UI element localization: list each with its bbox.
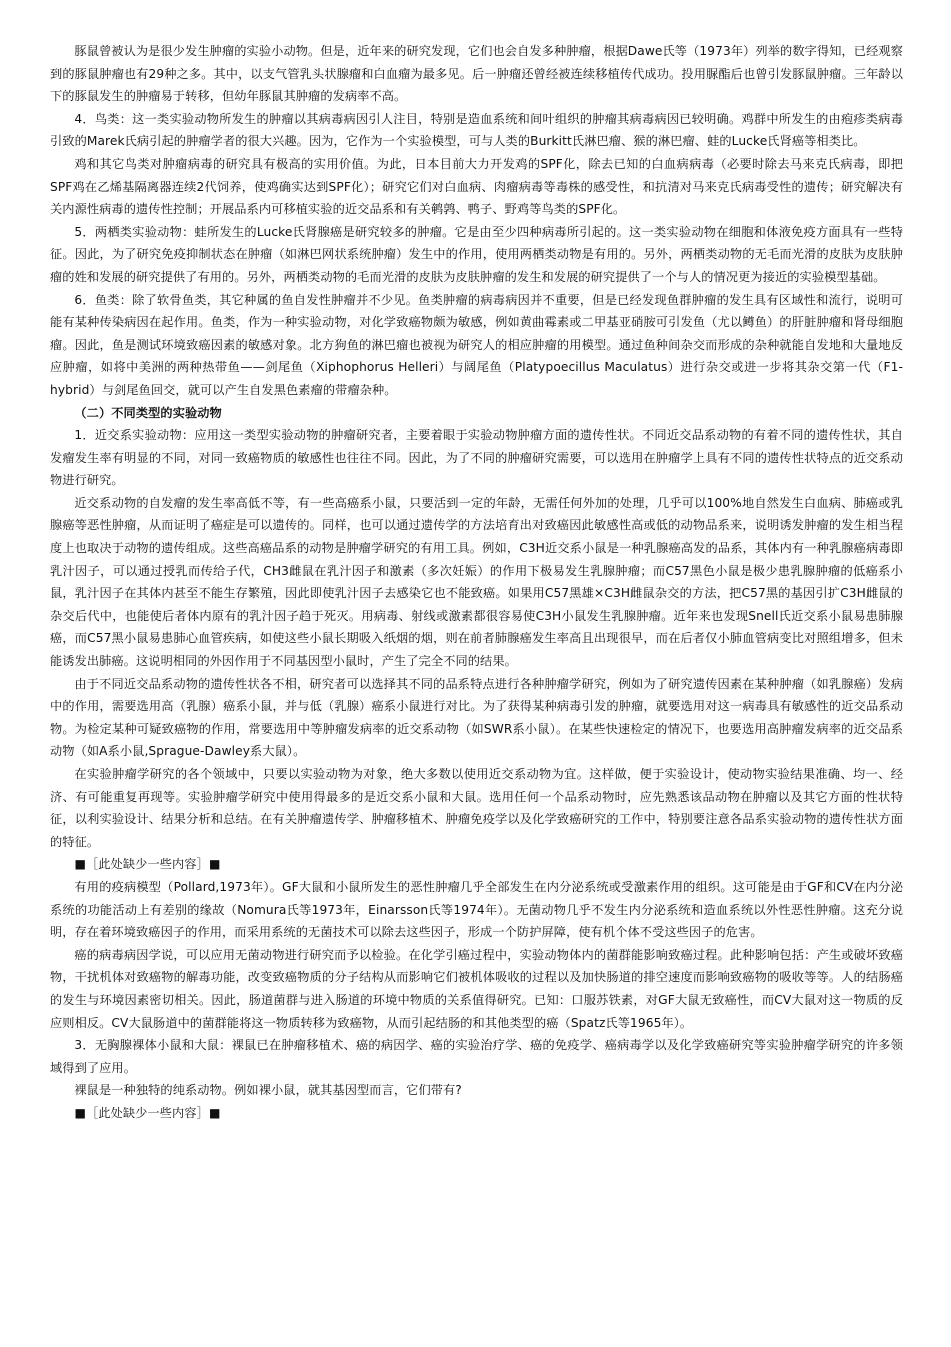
paragraph-viral-etiology: 癌的病毒病因学说，可以应用无菌动物进行研究而予以检验。在化学引癌过程中，实验动物体内的菌群能影响致癌过程。此种影响包括：产生或破坏致癌物，干扰机体对致癌物的解毒功能，改变致癌物质的分子结构从而影响它们被机体吸收的过程以及加快肠道的排空速度而影响致癌物的吸收等等。人的结肠癌的发生与环境因素密切相关。因此，肠道菌群与进入肠道的环境中物质的关系值得研究。已知：口服苏铁素，对GF大鼠无致癌性，而CV大鼠对这一物质的反应则相反。CV大鼠肠道中的菌群能将这一物质转移为致癌物，从而引起结肠的和其他类型的癌（Spatz氏等1965年）。 [50, 947, 903, 1030]
paragraph-nude-mice-genotype: 裸鼠是一种独特的纯系动物。例如裸小鼠，就其基因型而言，它们带有? [74, 1083, 462, 1098]
paragraph-birds-spf: 鸡和其它鸟类对肿瘤病毒的研究具有极高的实用价值。为此，日本目前大力开发鸡的SPF化，除去已知的白血病病毒（必要时除去马来克氏病毒，即把SPF鸡在乙烯基隔离器连续2代饲养，使鸡确实达到SPF化）；研究它们对白血病、肉瘤病毒等毒株的感受性，和抗清对马来克氏病毒受性的遗传；研究解决有关内源性病毒的遗传性控制；开展品系内可移植实验的近交品系和有关鹌鹑、鸭子、野鸡等鸟类的SPF化。 [50, 156, 903, 217]
paragraph-inbred-selection: 由于不同近交品系动物的遗传性状各不相，研究者可以选择其不同的品系特点进行各种肿瘤学研究，例如为了研究遗传因素在某种肿瘤（如乳腺癌）发病中的作用，需要选用高（乳腺）癌系小鼠，并与低（乳腺）癌系小鼠进行对比。为了获得某种病毒引发的肿瘤，就要选用对这一病毒具有敏感性的近交品系动物。为检定某种可疑致癌物的作用，常要选用中等肿瘤发病率的近交系动物（如SWR系小鼠）。在某些快速检定的情况下，也要选用高肿瘤发病率的近交品系动物（如A系小鼠,Sprague-Dawley系大鼠）。 [50, 676, 903, 759]
missing-content-marker: ■［此处缺少一些内容］■ [74, 857, 221, 872]
missing-content-marker-end: ■［此处缺少一些内容］■ [74, 1105, 221, 1120]
paragraph-inbred-usage: 在实验肿瘤学研究的各个领域中，只要以实验动物为对象，绝大多数以使用近交系动物为宜。这样做，便于实验设计，使动物实验结果准确、均一、经济、有可能重复再现等。实验肿瘤学研究中使用得最多的是近交系小鼠和大鼠。选用任何一个品系动物时，应先熟悉该品动物在肿瘤以及其它方面的性状特征，以利实验设计、结果分析和总结。在有关肿瘤遗传学、肿瘤移植术、肿瘤免疫学以及化学致癌研究的工作中，特别要注意各品系实验动物的遗传性状方面的特征。 [50, 767, 903, 849]
paragraph-birds: 4．鸟类：这一类实验动物所发生的肿瘤以其病毒病因引人注目，特别是造血系统和间叶组织的肿瘤其病毒病因已较明确。鸡群中所发生的由疱疹类病毒引致的Marek氏病引起的肿瘤学者的很大兴趣。因为，它作为一个实验模型，可与人类的Burkitt氏淋巴瘤、猴的淋巴瘤、蛙的Lucke氏肾癌等相类比。 [50, 111, 903, 149]
paragraph-amphibians: 5．两栖类实验动物：蛙所发生的Lucke氏肾腺癌是研究较多的肿瘤。它是由至少四种病毒所引起的。这一类实验动物在细胞和体液免疫方面具有一些特征。因此，为了研究免疫抑制状态在肿瘤（如淋巴网状系统肿瘤）发生中的作用，使用两栖类动物是有用的。另外，两栖类动物的无毛而光滑的皮肤为皮肤肿瘤的姓和发展的研究提供了有用的。另外，两栖类动物的毛而光滑的皮肤为皮肤肿瘤的发生和发展的研究提供了一个与人的情况更为接近的实验模型基础。 [50, 224, 903, 284]
paragraph-fish: 6．鱼类：除了软骨鱼类，其它种属的鱼自发性肿瘤并不少见。鱼类肿瘤的病毒病因并不重要，但是已经发现鱼群肿瘤的发生具有区域性和流行，说明可能有某种传染病因在起作用。鱼类，作为一种实验动物，对化学致癌物颇为敏感，例如黄曲霉素或二甲基亚硝胺可引发鱼（尤以鳟鱼）的肝脏肿瘤和肾母细胞瘤。因此，鱼是测试环境致癌因素的敏感对象。北方狗鱼的淋巴瘤也被视为研究人的相应肿瘤的用模型。通过鱼种间杂交而形成的杂种就能自发地和大量地反应肿瘤，如将中美洲的两种热带鱼——剑尾鱼（Xiphophorus Helleri）与阔尾鱼（Platypoecillus Maculatus）进行杂交或进一步将其杂交第一代（F1-hybrid）与剑尾鱼回交，就可以产生自发黑色素瘤的带瘤杂种。 [50, 292, 903, 397]
paragraph-inbred-intro: 1．近交系实验动物：应用这一类型实验动物的肿瘤研究者，主要着眼于实验动物肿瘤方面的遗传性状。不同近交品系动物的有着不同的遗传性状，其自发瘤发生率有明显的不同，对同一致癌物质的敏感性也往往不同。因此，为了不同的肿瘤研究需要，可以选用在肿瘤学上具有不同的遗传性状特点的近交系动物进行研究。 [50, 428, 903, 488]
paragraph-nude-mice: 3．无胸腺裸体小鼠和大鼠：裸鼠已在肿瘤移植术、癌的病因学、癌的实验治疗学、癌的免疫学、癌病毒学以及化学致癌研究等实验肿瘤学研究的许多领域得到了应用。 [50, 1038, 903, 1075]
section-heading: （二）不同类型的实验动物 [74, 405, 222, 420]
paragraph-inbred-spontaneous: 近交系动物的自发瘤的发生率高低不等，有一些高癌系小鼠，只要活到一定的年龄，无需任何外加的处理，几乎可以100%地自然发生白血病、肺癌或乳腺癌等恶性肿瘤，从而证明了癌症是可以遗传的。同样，也可以通过遗传学的方法培育出对致癌因此敏感性高或低的动物品系来，说明诱发肿瘤的发生相当程度上也取决于动物的遗传组成。这些高癌品系的动物是肿瘤学研究的有用工具。例如，C3H近交系小鼠是一种乳腺癌高发的品系，其体内有一种乳腺癌病毒即乳汁因子，可以通过授乳而传给子代，CH3雌鼠在乳汁因子和激素（多次妊娠）的作用下极易发生乳腺肿瘤；而C57黑色小鼠是极少患乳腺肿瘤的低癌系小鼠，乳汁因子在其体内甚至不能生存繁殖，因此即使乳汁因子去感染它也不能致癌。如果用C57黑雄×C3H雌鼠杂交的方法，把C57黑的基因引扩C3H雌鼠的杂交后代中，也能使后者体内原有的乳汁因子趋于死灭。用病毒、射线或激素都很容易使C3H小鼠发生乳腺肿瘤。近年来也发现Snell氏近交系小鼠易患肺腺癌，而C57黑小鼠易患肺心血管疾病，如使这些小鼠长期吸入纸烟的烟，则在前者肺腺癌发生率高且出现很早，而在后者仅小肺血管病变比对照组增多，但未能诱发出肺癌。这说明相同的外因作用于不同基因型小鼠时，产生了完全不同的结果。 [50, 495, 903, 669]
paragraph-germfree: 有用的疫病模型（Pollard,1973年）。GF大鼠和小鼠所发生的恶性肿瘤几乎全部发生在内分泌系统或受激素作用的组织。这可能是由于GF和CV在内分泌系统的功能活动上有差别的缘故（Nomura氏等1973年，Einarsson氏等1974年）。无菌动物几乎不发生内分泌系统和造血系统以外性恶性肿瘤。这充分说明，存在着环境致癌因子的作用，而采用系统的无菌技术可以除去这些因子，形成一个防护屏障，使有机个体不受这些因子的危害。 [50, 879, 903, 940]
paragraph-guinea-pig: 豚鼠曾被认为是很少发生肿瘤的实验小动物。但是，近年来的研究发现，它们也会自发多种肿瘤，根据Dawe氏等（1973年）列举的数字得知，已经观察到的豚鼠肿瘤也有29种之多。其中，以支气管乳头状腺瘤和白血瘤为最多见。后一肿瘤还曾经被连续移植传代成功。投用脲酯后也曾引发豚鼠肿瘤。三年龄以下的豚鼠发生的肿瘤易于转移，但幼年豚鼠其肿瘤的发病率不高。 [50, 44, 903, 104]
